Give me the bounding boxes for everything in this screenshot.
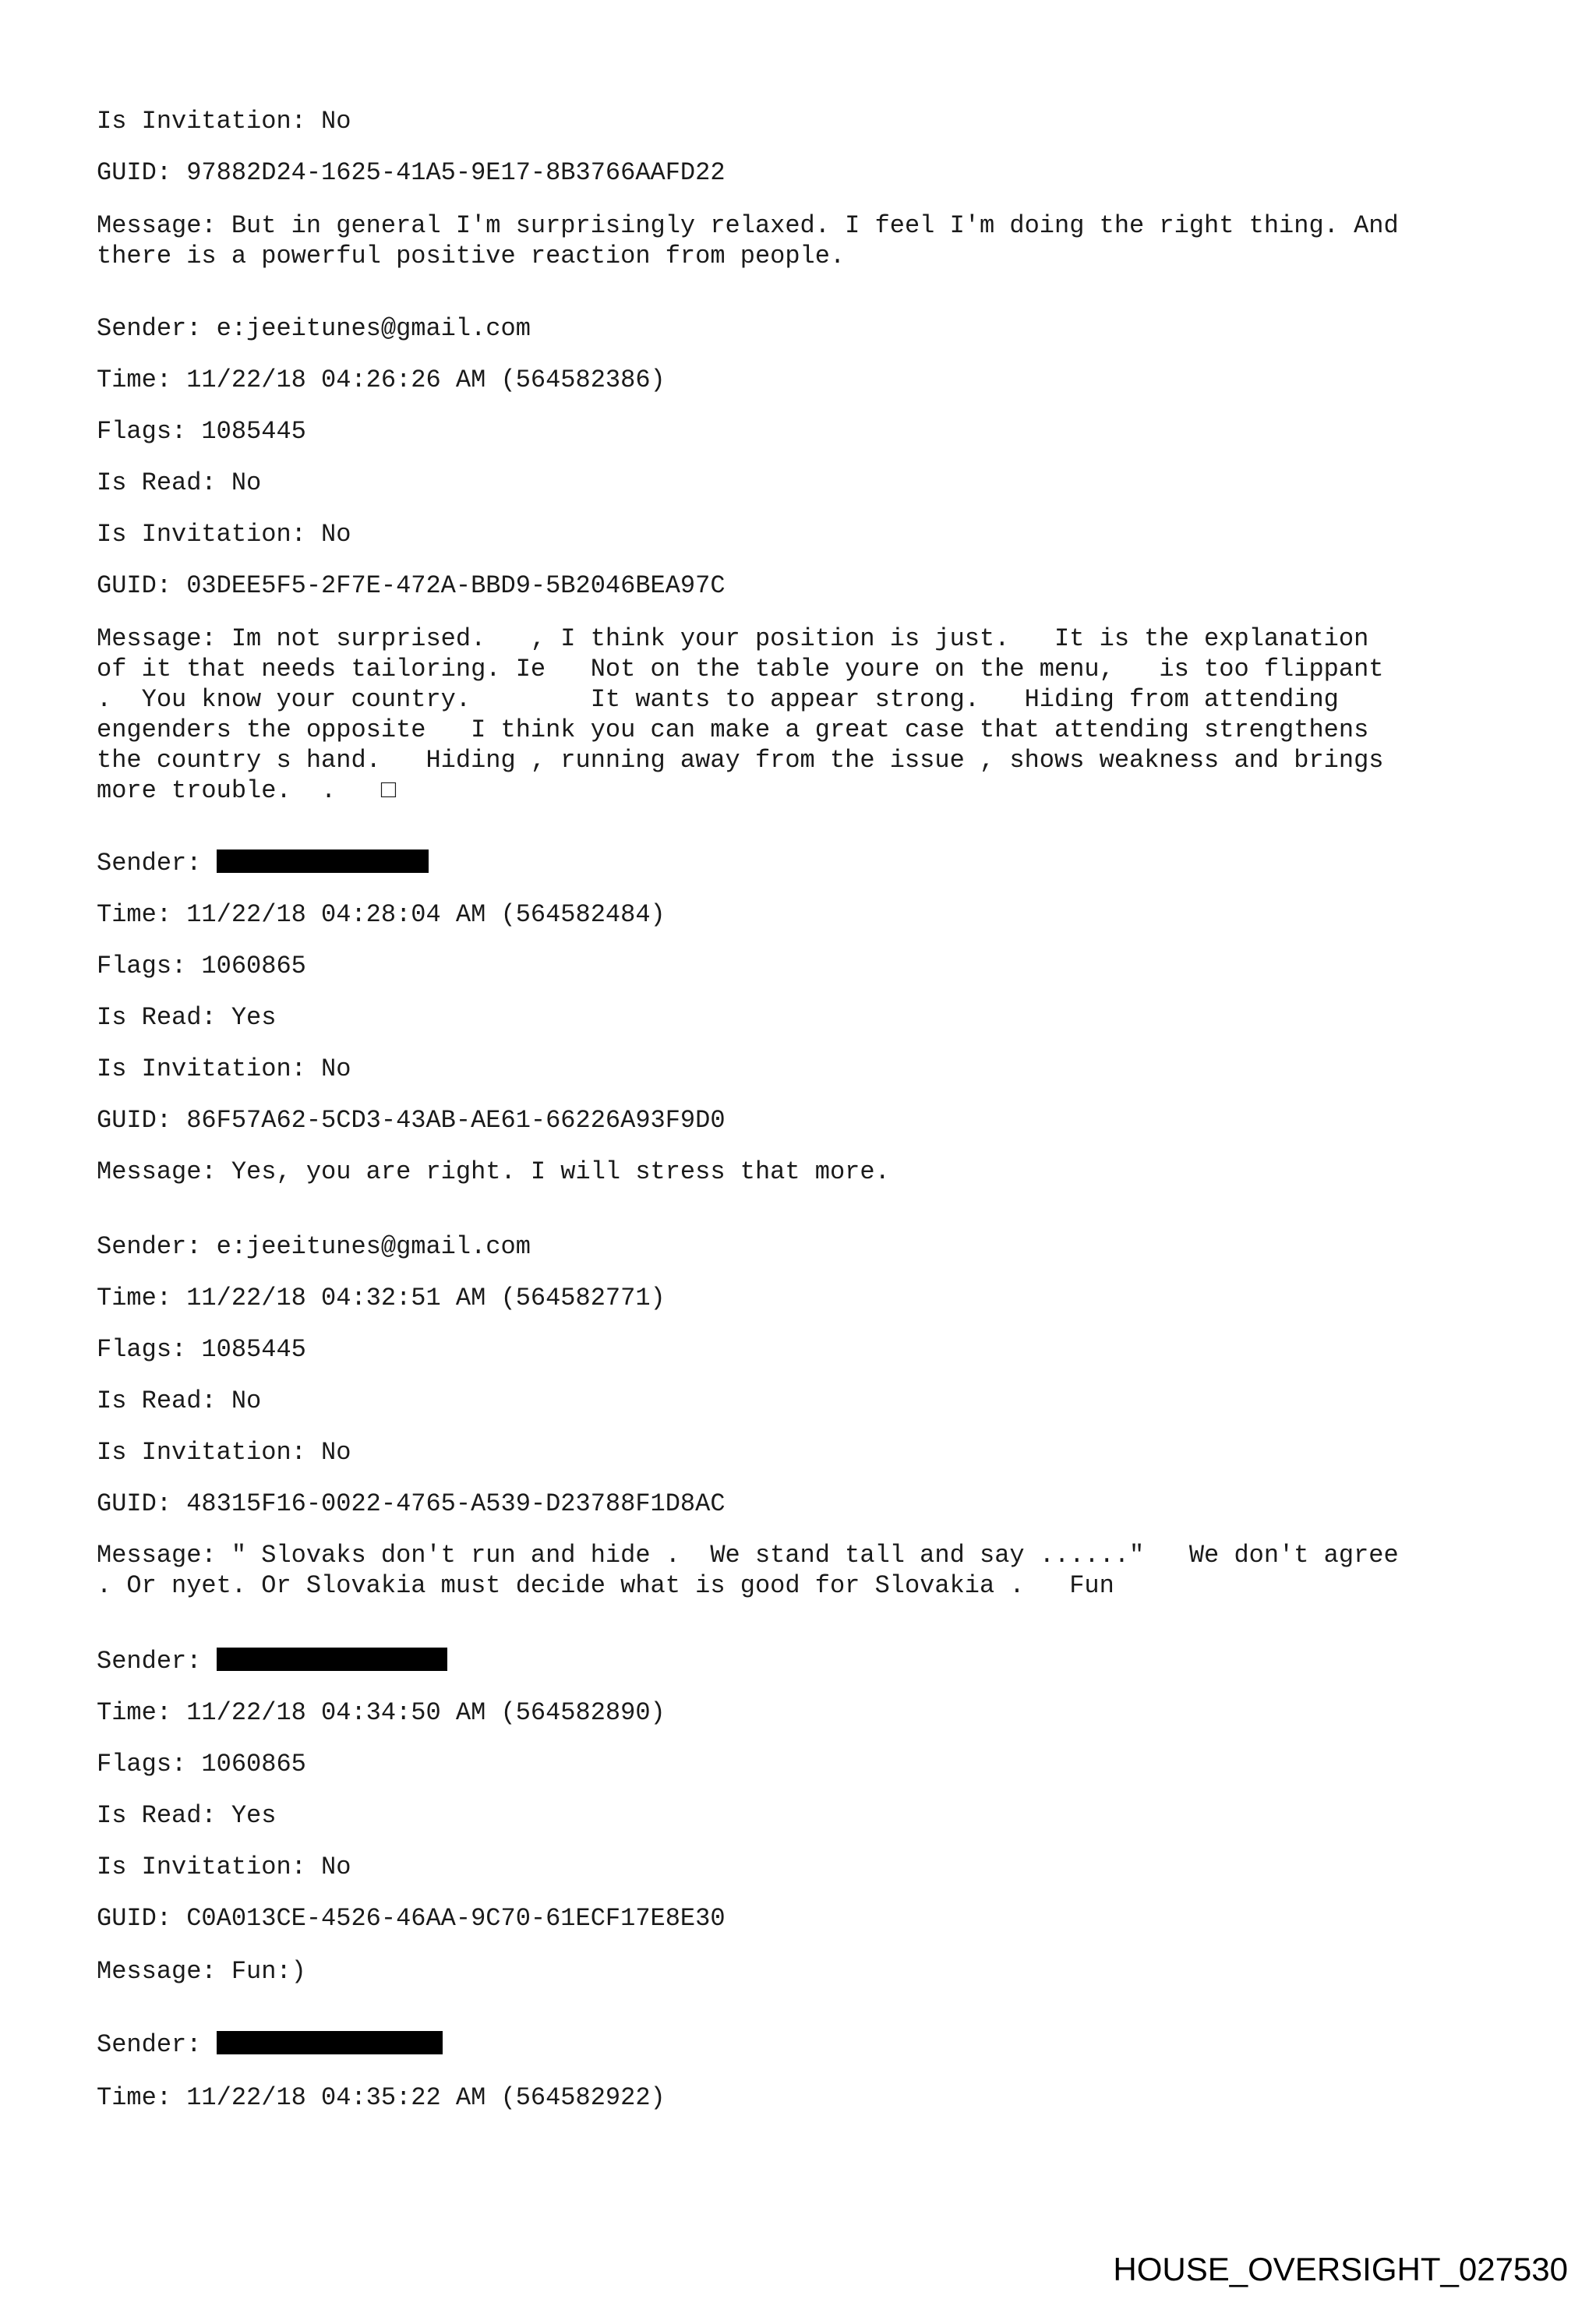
bates-number: HOUSE_OVERSIGHT_027530	[1113, 2251, 1568, 2287]
field-message: Message: " Slovaks don't run and hide . We stand tall and say ......" We don't agree . Or nyet. Or Slovakia must decide what is good for Slovakia . Fun	[97, 1541, 1399, 1600]
field-guid: GUID: 97882D24-1625-41A5-9E17-8B3766AAFD22	[97, 158, 726, 187]
field-flags: Flags: 1085445	[97, 417, 306, 446]
field-sender: Sender: e:jeeitunes@gmail.com	[97, 314, 531, 343]
field-sender: Sender: e:jeeitunes@gmail.com	[97, 1232, 531, 1261]
field-time: Time: 11/22/18 04:34:50 AM (564582890)	[97, 1698, 666, 1727]
field-message: Message: Yes, you are right. I will stress that more.	[97, 1157, 890, 1186]
field-guid: GUID: 03DEE5F5-2F7E-472A-BBD9-5B2046BEA97C	[97, 571, 726, 600]
field-flags: Flags: 1085445	[97, 1335, 306, 1364]
field-is-read: Is Read: Yes	[97, 1003, 277, 1032]
field-sender-redacted: Sender:	[97, 848, 429, 879]
field-is-read: Is Read: Yes	[97, 1801, 277, 1830]
field-message: Message: Fun:)	[97, 1957, 306, 1986]
field-time: Time: 11/22/18 04:32:51 AM (564582771)	[97, 1284, 666, 1312]
field-flags: Flags: 1060865	[97, 1750, 306, 1778]
field-time: Time: 11/22/18 04:26:26 AM (564582386)	[97, 366, 666, 394]
redaction-bar	[217, 849, 429, 873]
field-message: Message: Im not surprised. , I think your position is just. It is the explanation of it that needs tailoring. Ie Not on the table youre on the menu, is too flippant . You know your country. It wants to appear strong. Hiding from attending engenders the opposite I think you can make a great case that attending strengthens the country s hand. Hiding , running away from the issue , shows weakness and brings more trouble. . □	[97, 624, 1384, 805]
redaction-bar	[217, 1648, 447, 1671]
field-is-invitation: Is Invitation: No	[97, 1853, 351, 1881]
field-time: Time: 11/22/18 04:28:04 AM (564582484)	[97, 900, 666, 929]
field-is-read: Is Read: No	[97, 468, 262, 497]
field-time: Time: 11/22/18 04:35:22 AM (564582922)	[97, 2083, 666, 2112]
field-sender-redacted: Sender:	[97, 2029, 443, 2061]
field-guid: GUID: 86F57A62-5CD3-43AB-AE61-66226A93F9D0	[97, 1106, 726, 1135]
field-flags: Flags: 1060865	[97, 952, 306, 980]
field-is-invitation: Is Invitation: No	[97, 1438, 351, 1467]
field-guid: GUID: C0A013CE-4526-46AA-9C70-61ECF17E8E30	[97, 1904, 726, 1933]
field-sender-redacted: Sender:	[97, 1646, 447, 1677]
field-is-read: Is Read: No	[97, 1386, 262, 1415]
field-is-invitation: Is Invitation: No	[97, 107, 351, 136]
field-message: Message: But in general I'm surprisingly relaxed. I feel I'm doing the right thing. And there is a powerful positive reaction from people.	[97, 211, 1399, 270]
field-guid: GUID: 48315F16-0022-4765-A539-D23788F1D8AC	[97, 1489, 726, 1518]
redaction-bar	[217, 2031, 443, 2054]
field-is-invitation: Is Invitation: No	[97, 520, 351, 549]
field-is-invitation: Is Invitation: No	[97, 1054, 351, 1083]
